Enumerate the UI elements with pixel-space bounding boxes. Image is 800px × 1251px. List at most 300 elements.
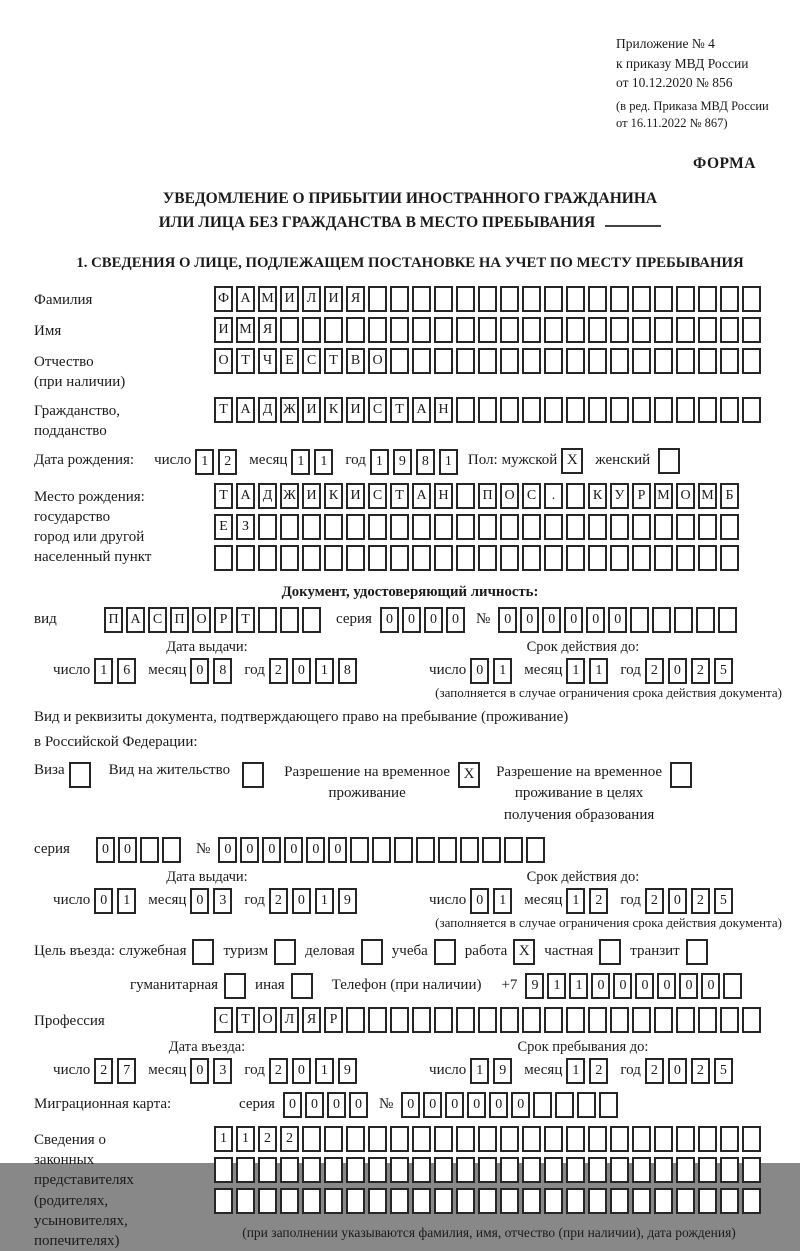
char-cell[interactable] bbox=[478, 514, 497, 540]
char-cell[interactable]: 7 bbox=[117, 1058, 136, 1084]
char-cell[interactable] bbox=[324, 514, 343, 540]
char-cell[interactable]: 0 bbox=[218, 837, 237, 863]
char-cell[interactable] bbox=[610, 1126, 629, 1152]
char-cell[interactable] bbox=[588, 1126, 607, 1152]
char-cell[interactable] bbox=[456, 1007, 475, 1033]
char-cell[interactable] bbox=[522, 1126, 541, 1152]
char-cell[interactable] bbox=[434, 1007, 453, 1033]
char-cell[interactable] bbox=[588, 1157, 607, 1183]
char-cell[interactable] bbox=[742, 1126, 761, 1152]
char-cell[interactable]: 0 bbox=[190, 658, 209, 684]
char-cell[interactable]: Т bbox=[236, 348, 255, 374]
char-cell[interactable]: И bbox=[214, 317, 233, 343]
char-cell[interactable] bbox=[610, 514, 629, 540]
char-cell[interactable] bbox=[500, 514, 519, 540]
char-cell[interactable] bbox=[478, 1157, 497, 1183]
char-cell[interactable] bbox=[720, 286, 739, 312]
char-cell[interactable] bbox=[742, 348, 761, 374]
char-cell[interactable]: 0 bbox=[424, 607, 443, 633]
char-cell[interactable]: А bbox=[412, 397, 431, 423]
char-cell[interactable] bbox=[522, 286, 541, 312]
char-cell[interactable] bbox=[258, 1157, 277, 1183]
char-cell[interactable] bbox=[390, 545, 409, 571]
char-cell[interactable] bbox=[718, 607, 737, 633]
char-cell[interactable] bbox=[434, 1157, 453, 1183]
char-cell[interactable] bbox=[456, 514, 475, 540]
char-cell[interactable]: 1 bbox=[566, 1058, 585, 1084]
char-cell[interactable]: 0 bbox=[328, 837, 347, 863]
char-cell[interactable] bbox=[698, 545, 717, 571]
char-cell[interactable]: Р bbox=[632, 483, 651, 509]
char-cell[interactable] bbox=[258, 545, 277, 571]
char-cell[interactable] bbox=[577, 1092, 596, 1118]
char-cell[interactable] bbox=[698, 1157, 717, 1183]
char-cell[interactable]: 0 bbox=[240, 837, 259, 863]
char-cell[interactable]: 0 bbox=[467, 1092, 486, 1118]
char-cell[interactable] bbox=[302, 514, 321, 540]
char-cell[interactable] bbox=[372, 837, 391, 863]
char-cell[interactable] bbox=[368, 514, 387, 540]
char-cell[interactable] bbox=[346, 1188, 365, 1214]
char-cell[interactable] bbox=[742, 1188, 761, 1214]
char-cell[interactable] bbox=[588, 348, 607, 374]
char-cell[interactable] bbox=[236, 1157, 255, 1183]
char-cell[interactable] bbox=[368, 1126, 387, 1152]
char-cell[interactable] bbox=[696, 607, 715, 633]
char-cell[interactable] bbox=[280, 514, 299, 540]
char-cell[interactable]: 2 bbox=[691, 1058, 710, 1084]
char-cell[interactable]: 2 bbox=[280, 1126, 299, 1152]
purpose-tourism-checkbox[interactable] bbox=[274, 939, 296, 965]
sex-female-checkbox[interactable] bbox=[658, 448, 680, 474]
char-cell[interactable] bbox=[412, 1157, 431, 1183]
char-cell[interactable]: 9 bbox=[525, 973, 544, 999]
purpose-business-checkbox[interactable] bbox=[361, 939, 383, 965]
char-cell[interactable]: 1 bbox=[314, 449, 333, 475]
temp-permit-checkbox[interactable]: X bbox=[458, 762, 480, 788]
char-cell[interactable]: А bbox=[236, 483, 255, 509]
char-cell[interactable]: 0 bbox=[679, 973, 698, 999]
char-cell[interactable] bbox=[742, 1007, 761, 1033]
char-cell[interactable]: 2 bbox=[258, 1126, 277, 1152]
char-cell[interactable]: Я bbox=[346, 286, 365, 312]
char-cell[interactable] bbox=[698, 317, 717, 343]
char-cell[interactable] bbox=[478, 1007, 497, 1033]
char-cell[interactable] bbox=[742, 317, 761, 343]
char-cell[interactable] bbox=[654, 286, 673, 312]
char-cell[interactable] bbox=[214, 1157, 233, 1183]
char-cell[interactable]: И bbox=[324, 286, 343, 312]
char-cell[interactable] bbox=[412, 545, 431, 571]
char-cell[interactable]: А bbox=[126, 607, 145, 633]
char-cell[interactable]: 0 bbox=[292, 1058, 311, 1084]
char-cell[interactable] bbox=[302, 1126, 321, 1152]
char-cell[interactable]: 0 bbox=[327, 1092, 346, 1118]
char-cell[interactable] bbox=[522, 1157, 541, 1183]
char-cell[interactable] bbox=[676, 1188, 695, 1214]
char-cell[interactable] bbox=[610, 348, 629, 374]
char-cell[interactable] bbox=[588, 286, 607, 312]
char-cell[interactable]: 1 bbox=[291, 449, 310, 475]
char-cell[interactable] bbox=[599, 1092, 618, 1118]
char-cell[interactable]: Т bbox=[324, 348, 343, 374]
char-cell[interactable]: Т bbox=[214, 397, 233, 423]
char-cell[interactable] bbox=[324, 1188, 343, 1214]
char-cell[interactable]: И bbox=[346, 397, 365, 423]
char-cell[interactable] bbox=[412, 514, 431, 540]
char-cell[interactable]: И bbox=[346, 483, 365, 509]
char-cell[interactable] bbox=[698, 397, 717, 423]
char-cell[interactable]: 0 bbox=[613, 973, 632, 999]
char-cell[interactable] bbox=[236, 1188, 255, 1214]
char-cell[interactable]: А bbox=[236, 397, 255, 423]
char-cell[interactable] bbox=[500, 1157, 519, 1183]
char-cell[interactable] bbox=[324, 1157, 343, 1183]
char-cell[interactable] bbox=[698, 1007, 717, 1033]
purpose-other-checkbox[interactable] bbox=[291, 973, 313, 999]
char-cell[interactable] bbox=[412, 348, 431, 374]
char-cell[interactable]: 1 bbox=[569, 973, 588, 999]
char-cell[interactable] bbox=[522, 397, 541, 423]
char-cell[interactable] bbox=[504, 837, 523, 863]
char-cell[interactable] bbox=[346, 545, 365, 571]
char-cell[interactable] bbox=[674, 607, 693, 633]
char-cell[interactable] bbox=[522, 514, 541, 540]
char-cell[interactable]: О bbox=[214, 348, 233, 374]
char-cell[interactable] bbox=[412, 1188, 431, 1214]
char-cell[interactable] bbox=[456, 348, 475, 374]
char-cell[interactable] bbox=[742, 1157, 761, 1183]
char-cell[interactable] bbox=[610, 286, 629, 312]
char-cell[interactable] bbox=[478, 397, 497, 423]
char-cell[interactable] bbox=[676, 348, 695, 374]
char-cell[interactable] bbox=[632, 317, 651, 343]
char-cell[interactable] bbox=[566, 1188, 585, 1214]
char-cell[interactable] bbox=[544, 545, 563, 571]
char-cell[interactable]: 2 bbox=[269, 658, 288, 684]
char-cell[interactable]: 1 bbox=[117, 888, 136, 914]
char-cell[interactable] bbox=[588, 545, 607, 571]
char-cell[interactable] bbox=[720, 348, 739, 374]
char-cell[interactable]: 9 bbox=[493, 1058, 512, 1084]
char-cell[interactable]: Т bbox=[390, 397, 409, 423]
char-cell[interactable]: Т bbox=[214, 483, 233, 509]
char-cell[interactable] bbox=[368, 1157, 387, 1183]
char-cell[interactable] bbox=[280, 607, 299, 633]
char-cell[interactable]: И bbox=[302, 483, 321, 509]
char-cell[interactable] bbox=[654, 397, 673, 423]
char-cell[interactable]: 2 bbox=[691, 888, 710, 914]
char-cell[interactable] bbox=[258, 514, 277, 540]
visa-checkbox[interactable] bbox=[69, 762, 91, 788]
char-cell[interactable]: Я bbox=[258, 317, 277, 343]
char-cell[interactable]: 0 bbox=[94, 888, 113, 914]
char-cell[interactable] bbox=[280, 545, 299, 571]
char-cell[interactable]: Л bbox=[302, 286, 321, 312]
char-cell[interactable] bbox=[438, 837, 457, 863]
char-cell[interactable] bbox=[698, 286, 717, 312]
char-cell[interactable]: 0 bbox=[489, 1092, 508, 1118]
char-cell[interactable]: 1 bbox=[315, 1058, 334, 1084]
char-cell[interactable] bbox=[544, 1007, 563, 1033]
char-cell[interactable]: 0 bbox=[292, 888, 311, 914]
char-cell[interactable]: 0 bbox=[190, 888, 209, 914]
char-cell[interactable]: 1 bbox=[195, 449, 214, 475]
char-cell[interactable]: 0 bbox=[305, 1092, 324, 1118]
char-cell[interactable]: 0 bbox=[283, 1092, 302, 1118]
char-cell[interactable] bbox=[346, 1126, 365, 1152]
purpose-private-checkbox[interactable] bbox=[599, 939, 621, 965]
char-cell[interactable]: 0 bbox=[591, 973, 610, 999]
char-cell[interactable] bbox=[522, 1007, 541, 1033]
char-cell[interactable]: 1 bbox=[236, 1126, 255, 1152]
char-cell[interactable] bbox=[280, 317, 299, 343]
char-cell[interactable] bbox=[500, 397, 519, 423]
char-cell[interactable] bbox=[544, 397, 563, 423]
char-cell[interactable] bbox=[390, 286, 409, 312]
char-cell[interactable]: 1 bbox=[589, 658, 608, 684]
char-cell[interactable]: С bbox=[214, 1007, 233, 1033]
char-cell[interactable]: 0 bbox=[190, 1058, 209, 1084]
char-cell[interactable] bbox=[324, 545, 343, 571]
char-cell[interactable] bbox=[654, 348, 673, 374]
char-cell[interactable] bbox=[434, 317, 453, 343]
char-cell[interactable] bbox=[280, 1188, 299, 1214]
char-cell[interactable] bbox=[698, 348, 717, 374]
char-cell[interactable]: 0 bbox=[511, 1092, 530, 1118]
char-cell[interactable] bbox=[412, 317, 431, 343]
residence-permit-checkbox[interactable] bbox=[242, 762, 264, 788]
char-cell[interactable] bbox=[544, 286, 563, 312]
char-cell[interactable] bbox=[346, 1157, 365, 1183]
char-cell[interactable] bbox=[676, 1126, 695, 1152]
char-cell[interactable]: А bbox=[236, 286, 255, 312]
char-cell[interactable] bbox=[588, 397, 607, 423]
char-cell[interactable] bbox=[236, 545, 255, 571]
char-cell[interactable] bbox=[390, 1188, 409, 1214]
char-cell[interactable] bbox=[676, 1007, 695, 1033]
char-cell[interactable] bbox=[302, 1188, 321, 1214]
char-cell[interactable]: Е bbox=[214, 514, 233, 540]
char-cell[interactable] bbox=[630, 607, 649, 633]
char-cell[interactable]: Я bbox=[302, 1007, 321, 1033]
char-cell[interactable]: И bbox=[302, 397, 321, 423]
char-cell[interactable] bbox=[632, 286, 651, 312]
char-cell[interactable]: 5 bbox=[714, 658, 733, 684]
char-cell[interactable] bbox=[654, 317, 673, 343]
char-cell[interactable]: О bbox=[500, 483, 519, 509]
char-cell[interactable] bbox=[456, 317, 475, 343]
char-cell[interactable] bbox=[742, 397, 761, 423]
purpose-work-checkbox[interactable]: X bbox=[513, 939, 535, 965]
char-cell[interactable]: Л bbox=[280, 1007, 299, 1033]
char-cell[interactable] bbox=[566, 483, 585, 509]
char-cell[interactable] bbox=[544, 348, 563, 374]
char-cell[interactable] bbox=[478, 1126, 497, 1152]
char-cell[interactable] bbox=[652, 607, 671, 633]
char-cell[interactable]: 0 bbox=[445, 1092, 464, 1118]
char-cell[interactable] bbox=[434, 1188, 453, 1214]
char-cell[interactable] bbox=[566, 545, 585, 571]
char-cell[interactable] bbox=[654, 545, 673, 571]
char-cell[interactable]: К bbox=[324, 483, 343, 509]
char-cell[interactable] bbox=[566, 286, 585, 312]
char-cell[interactable]: 2 bbox=[589, 1058, 608, 1084]
char-cell[interactable] bbox=[258, 607, 277, 633]
char-cell[interactable] bbox=[566, 348, 585, 374]
char-cell[interactable] bbox=[478, 317, 497, 343]
char-cell[interactable] bbox=[742, 286, 761, 312]
char-cell[interactable]: Ж bbox=[280, 483, 299, 509]
char-cell[interactable] bbox=[522, 1188, 541, 1214]
char-cell[interactable] bbox=[214, 545, 233, 571]
char-cell[interactable] bbox=[610, 545, 629, 571]
char-cell[interactable]: 2 bbox=[94, 1058, 113, 1084]
char-cell[interactable] bbox=[456, 1126, 475, 1152]
purpose-humanitarian-checkbox[interactable] bbox=[224, 973, 246, 999]
char-cell[interactable]: С bbox=[368, 483, 387, 509]
char-cell[interactable]: С bbox=[522, 483, 541, 509]
char-cell[interactable]: У bbox=[610, 483, 629, 509]
char-cell[interactable] bbox=[280, 1157, 299, 1183]
char-cell[interactable]: Б bbox=[720, 483, 739, 509]
char-cell[interactable] bbox=[720, 1157, 739, 1183]
char-cell[interactable]: 9 bbox=[338, 888, 357, 914]
char-cell[interactable]: 2 bbox=[218, 449, 237, 475]
char-cell[interactable] bbox=[456, 286, 475, 312]
char-cell[interactable]: 0 bbox=[470, 658, 489, 684]
char-cell[interactable]: 0 bbox=[292, 658, 311, 684]
char-cell[interactable]: В bbox=[346, 348, 365, 374]
char-cell[interactable] bbox=[456, 545, 475, 571]
char-cell[interactable] bbox=[698, 514, 717, 540]
char-cell[interactable] bbox=[346, 1007, 365, 1033]
char-cell[interactable]: 2 bbox=[269, 888, 288, 914]
char-cell[interactable] bbox=[544, 1188, 563, 1214]
char-cell[interactable]: 0 bbox=[401, 1092, 420, 1118]
char-cell[interactable]: Ж bbox=[280, 397, 299, 423]
char-cell[interactable] bbox=[632, 1126, 651, 1152]
char-cell[interactable] bbox=[544, 514, 563, 540]
char-cell[interactable]: С bbox=[148, 607, 167, 633]
char-cell[interactable] bbox=[632, 545, 651, 571]
char-cell[interactable]: П bbox=[478, 483, 497, 509]
char-cell[interactable]: 0 bbox=[446, 607, 465, 633]
char-cell[interactable] bbox=[214, 1188, 233, 1214]
char-cell[interactable]: С bbox=[368, 397, 387, 423]
char-cell[interactable] bbox=[720, 1126, 739, 1152]
char-cell[interactable]: Т bbox=[236, 1007, 255, 1033]
char-cell[interactable]: 2 bbox=[691, 658, 710, 684]
char-cell[interactable]: 1 bbox=[315, 888, 334, 914]
char-cell[interactable]: Р bbox=[324, 1007, 343, 1033]
char-cell[interactable] bbox=[390, 1157, 409, 1183]
char-cell[interactable]: 0 bbox=[668, 658, 687, 684]
char-cell[interactable]: 1 bbox=[547, 973, 566, 999]
char-cell[interactable] bbox=[544, 1126, 563, 1152]
char-cell[interactable]: З bbox=[236, 514, 255, 540]
char-cell[interactable]: Ч bbox=[258, 348, 277, 374]
char-cell[interactable]: Н bbox=[434, 483, 453, 509]
char-cell[interactable]: 3 bbox=[213, 888, 232, 914]
char-cell[interactable] bbox=[368, 545, 387, 571]
char-cell[interactable] bbox=[676, 1157, 695, 1183]
char-cell[interactable] bbox=[610, 317, 629, 343]
purpose-official-checkbox[interactable] bbox=[192, 939, 214, 965]
char-cell[interactable]: 0 bbox=[520, 607, 539, 633]
char-cell[interactable] bbox=[368, 1188, 387, 1214]
char-cell[interactable] bbox=[478, 545, 497, 571]
char-cell[interactable]: 1 bbox=[315, 658, 334, 684]
char-cell[interactable] bbox=[566, 317, 585, 343]
char-cell[interactable] bbox=[654, 514, 673, 540]
char-cell[interactable] bbox=[500, 286, 519, 312]
char-cell[interactable]: 0 bbox=[402, 607, 421, 633]
char-cell[interactable] bbox=[632, 397, 651, 423]
char-cell[interactable] bbox=[500, 1188, 519, 1214]
char-cell[interactable] bbox=[566, 397, 585, 423]
char-cell[interactable]: И bbox=[280, 286, 299, 312]
char-cell[interactable] bbox=[478, 348, 497, 374]
char-cell[interactable] bbox=[390, 348, 409, 374]
char-cell[interactable] bbox=[456, 483, 475, 509]
char-cell[interactable]: 0 bbox=[118, 837, 137, 863]
char-cell[interactable]: Д bbox=[258, 483, 277, 509]
char-cell[interactable]: 1 bbox=[566, 658, 585, 684]
char-cell[interactable] bbox=[434, 348, 453, 374]
char-cell[interactable] bbox=[500, 545, 519, 571]
char-cell[interactable] bbox=[258, 1188, 277, 1214]
char-cell[interactable] bbox=[654, 1157, 673, 1183]
char-cell[interactable]: 1 bbox=[493, 658, 512, 684]
char-cell[interactable]: 3 bbox=[213, 1058, 232, 1084]
char-cell[interactable]: 1 bbox=[214, 1126, 233, 1152]
char-cell[interactable]: 0 bbox=[635, 973, 654, 999]
char-cell[interactable]: К bbox=[588, 483, 607, 509]
char-cell[interactable] bbox=[456, 1157, 475, 1183]
char-cell[interactable]: 5 bbox=[714, 888, 733, 914]
char-cell[interactable]: М bbox=[654, 483, 673, 509]
char-cell[interactable] bbox=[302, 607, 321, 633]
char-cell[interactable] bbox=[676, 286, 695, 312]
char-cell[interactable]: Н bbox=[434, 397, 453, 423]
char-cell[interactable]: 9 bbox=[393, 449, 412, 475]
char-cell[interactable] bbox=[460, 837, 479, 863]
char-cell[interactable]: 0 bbox=[349, 1092, 368, 1118]
char-cell[interactable]: 0 bbox=[470, 888, 489, 914]
char-cell[interactable]: 0 bbox=[668, 1058, 687, 1084]
char-cell[interactable] bbox=[544, 1157, 563, 1183]
char-cell[interactable] bbox=[394, 837, 413, 863]
char-cell[interactable]: 1 bbox=[470, 1058, 489, 1084]
purpose-study-checkbox[interactable] bbox=[434, 939, 456, 965]
char-cell[interactable] bbox=[456, 397, 475, 423]
char-cell[interactable] bbox=[654, 1126, 673, 1152]
char-cell[interactable] bbox=[566, 514, 585, 540]
char-cell[interactable] bbox=[588, 514, 607, 540]
char-cell[interactable]: 0 bbox=[306, 837, 325, 863]
char-cell[interactable]: 0 bbox=[608, 607, 627, 633]
char-cell[interactable]: О bbox=[368, 348, 387, 374]
char-cell[interactable] bbox=[346, 514, 365, 540]
char-cell[interactable] bbox=[346, 317, 365, 343]
char-cell[interactable]: . bbox=[544, 483, 563, 509]
char-cell[interactable] bbox=[302, 317, 321, 343]
char-cell[interactable] bbox=[698, 1126, 717, 1152]
char-cell[interactable]: 2 bbox=[645, 888, 664, 914]
purpose-transit-checkbox[interactable] bbox=[686, 939, 708, 965]
char-cell[interactable]: 2 bbox=[269, 1058, 288, 1084]
